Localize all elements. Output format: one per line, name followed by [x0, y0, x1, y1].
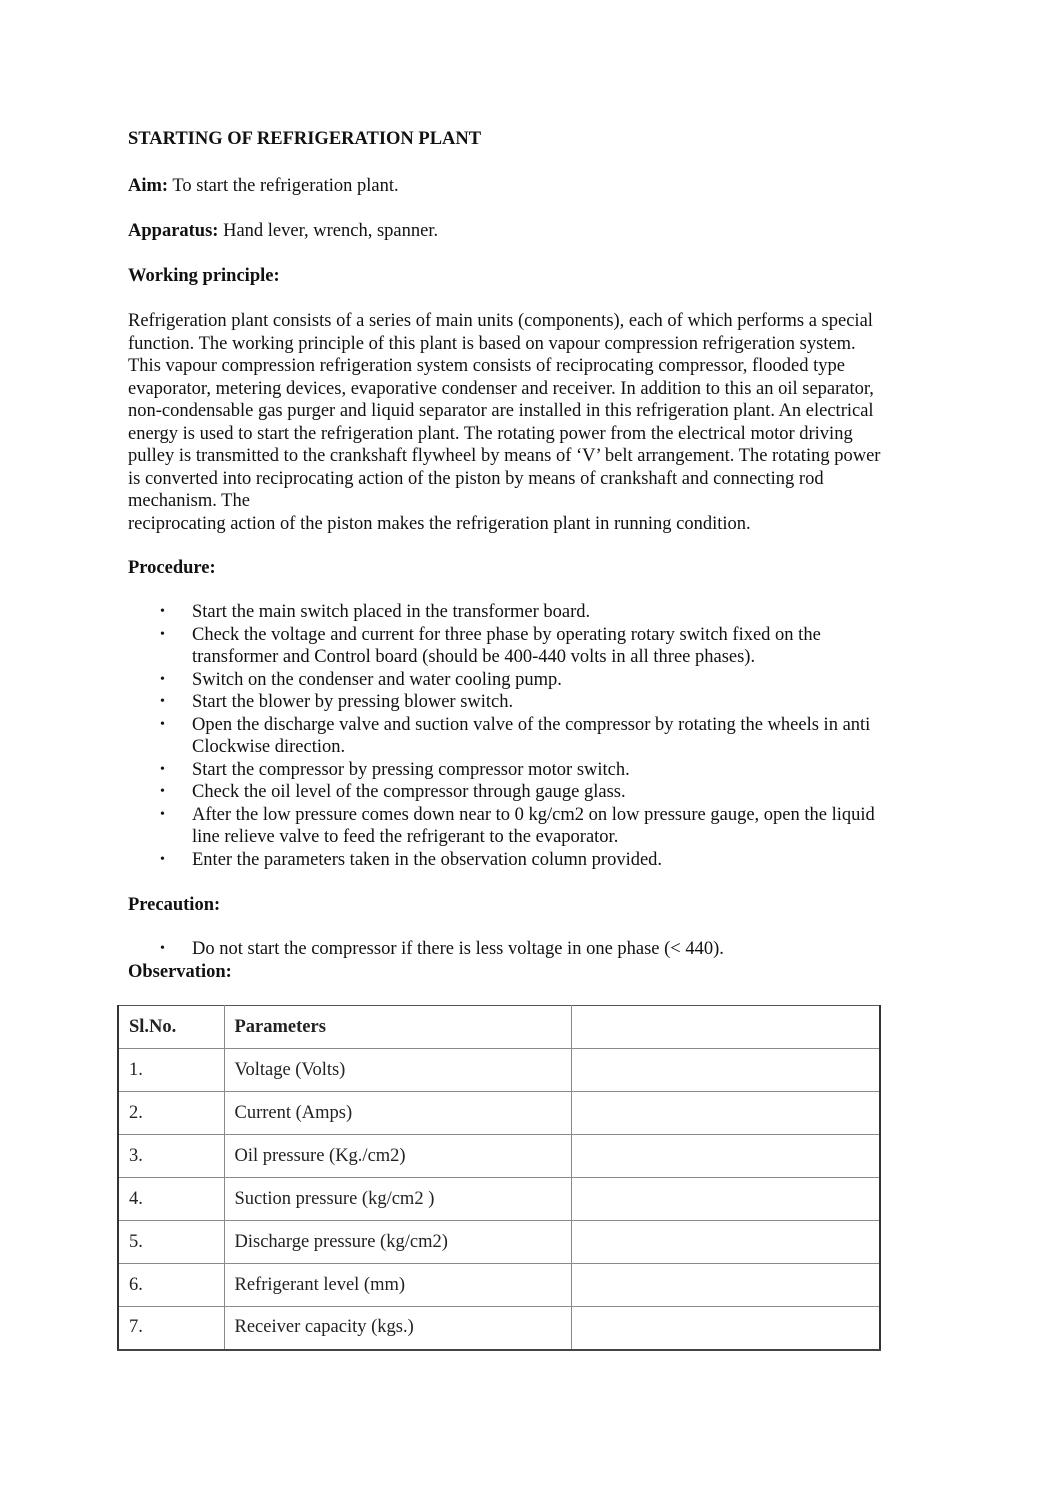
apparatus-label: Apparatus:	[128, 221, 219, 241]
procedure-item-text: Start the blower by pressing blower switch.	[192, 692, 514, 712]
procedure-item-text: transformer and Control board (should be 400-440 volts in all three phases).	[192, 647, 756, 667]
paragraph-line: energy is used to start the refrigeration plant. The rotating power from the electrical motor driving	[128, 423, 853, 444]
cell-slno: 6.	[118, 1264, 224, 1307]
cell-value	[571, 1178, 880, 1221]
cell-slno: 2.	[118, 1092, 224, 1135]
bullet-icon: •	[160, 761, 165, 777]
cell-parameter: Current (Amps)	[224, 1092, 571, 1135]
table-row	[118, 1264, 880, 1307]
paragraph-line: pulley is transmitted to the crankshaft flywheel by means of ‘V’ belt arrangement. The rotating power	[128, 446, 881, 466]
paragraph-line: evaporator, metering devices, evaporative condenser and receiver. In addition to this an oil separator,	[128, 378, 874, 399]
paragraph-line: reciprocating action of the piston makes the refrigeration plant in running condition.	[128, 513, 751, 534]
paragraph-line: function. The working principle of this plant is based on vapour compression refrigeration system.	[128, 333, 856, 354]
table-header-row	[118, 1006, 880, 1049]
table-row	[118, 1049, 880, 1092]
cell-parameter: Oil pressure (Kg./cm2)	[224, 1135, 571, 1178]
table-row	[118, 1221, 880, 1264]
aim-text: To start the refrigeration plant.	[168, 176, 399, 196]
table-row	[118, 1135, 880, 1178]
procedure-item	[128, 781, 928, 804]
cell-slno: 4.	[118, 1178, 224, 1221]
paragraph-line: is converted into reciprocating action of the piston by means of crankshaft and connecting rod	[128, 468, 824, 489]
bullet-icon: •	[160, 626, 165, 642]
procedure-item-text: After the low pressure comes down near to 0 kg/cm2 on low pressure gauge, open the liquid	[192, 804, 875, 825]
cell-slno: 3.	[118, 1135, 224, 1178]
cell-parameter: Receiver capacity (kgs.)	[224, 1307, 571, 1350]
bullet-icon: •	[160, 806, 165, 822]
procedure-item-text: Switch on the condenser and water cooling pump.	[192, 669, 562, 690]
precaution-item-text: Do not start the compressor if there is less voltage in one phase (< 440).	[192, 939, 724, 959]
paragraph-line: non-condensable gas purger and liquid separator are installed in this refrigeration plant. An electrical	[128, 401, 874, 421]
table-row	[118, 1178, 880, 1221]
paragraph-line: mechanism. The	[128, 491, 250, 511]
procedure-item	[128, 624, 928, 669]
procedure-item	[128, 691, 928, 714]
cell-value	[571, 1049, 880, 1092]
procedure-item-text: Clockwise direction.	[192, 737, 346, 757]
cell-slno: 7.	[118, 1307, 224, 1350]
cell-parameter: Discharge pressure (kg/cm2)	[224, 1221, 571, 1264]
cell-slno: 1.	[118, 1049, 224, 1092]
procedure-item	[128, 669, 928, 692]
procedure-item-text: Check the oil level of the compressor through gauge glass.	[192, 782, 626, 802]
procedure-item	[128, 714, 928, 759]
page-title: STARTING OF REFRIGERATION PLANT	[128, 129, 482, 149]
cell-parameter: Suction pressure (kg/cm2 )	[224, 1178, 571, 1221]
cell-value	[571, 1135, 880, 1178]
procedure-item-text: Check the voltage and current for three phase by operating rotary switch fixed on the	[192, 624, 821, 645]
header-cell-slno: Sl.No.	[118, 1006, 224, 1049]
working-principle-paragraph	[128, 310, 928, 535]
procedure-heading: Procedure:	[128, 558, 216, 578]
precaution-heading: Precaution:	[128, 895, 221, 915]
procedure-item-text: line relieve valve to feed the refrigerant to the evaporator.	[192, 827, 619, 847]
bullet-icon: •	[160, 671, 165, 687]
observation-table	[117, 1005, 881, 1351]
apparatus-line	[128, 220, 438, 243]
paragraph-line: This vapour compression refrigeration system consists of reciprocating compressor, flooded type	[128, 356, 845, 376]
observation-heading: Observation:	[128, 962, 232, 982]
procedure-item	[128, 601, 928, 624]
procedure-item	[128, 849, 928, 872]
aim-line	[128, 175, 399, 198]
cell-value	[571, 1264, 880, 1307]
bullet-icon: •	[160, 604, 165, 619]
cell-slno: 5.	[118, 1221, 224, 1264]
bullet-icon: •	[160, 784, 165, 799]
apparatus-text: Hand lever, wrench, spanner.	[218, 221, 439, 241]
procedure-item-text: Start the main switch placed in the transformer board.	[192, 602, 591, 622]
bullet-icon: •	[160, 716, 165, 732]
procedure-item-text: Start the compressor by pressing compressor motor switch.	[192, 759, 630, 780]
bullet-icon: •	[160, 941, 165, 956]
procedure-item	[128, 759, 928, 782]
aim-label: Aim:	[128, 176, 169, 196]
header-cell-parameters: Parameters	[224, 1006, 571, 1049]
header-cell-value	[571, 1006, 880, 1049]
procedure-item-text: Open the discharge valve and suction valve of the compressor by rotating the wheels in anti	[192, 714, 871, 735]
precaution-list	[128, 938, 928, 961]
procedure-list	[128, 601, 928, 871]
cell-value	[571, 1092, 880, 1135]
cell-value	[571, 1221, 880, 1264]
precaution-item	[128, 938, 928, 961]
procedure-item-text: Enter the parameters taken in the observation column provided.	[192, 849, 663, 870]
bullet-icon: •	[160, 851, 165, 867]
working-principle-heading: Working principle:	[128, 266, 280, 286]
paragraph-line: Refrigeration plant consists of a series of main units (components), each of which performs a special	[128, 311, 873, 331]
cell-parameter: Voltage (Volts)	[224, 1049, 571, 1092]
cell-value	[571, 1307, 880, 1350]
procedure-item	[128, 804, 928, 849]
table-row	[118, 1307, 880, 1350]
table-row	[118, 1092, 880, 1135]
bullet-icon: •	[160, 694, 165, 709]
cell-parameter: Refrigerant level (mm)	[224, 1264, 571, 1307]
